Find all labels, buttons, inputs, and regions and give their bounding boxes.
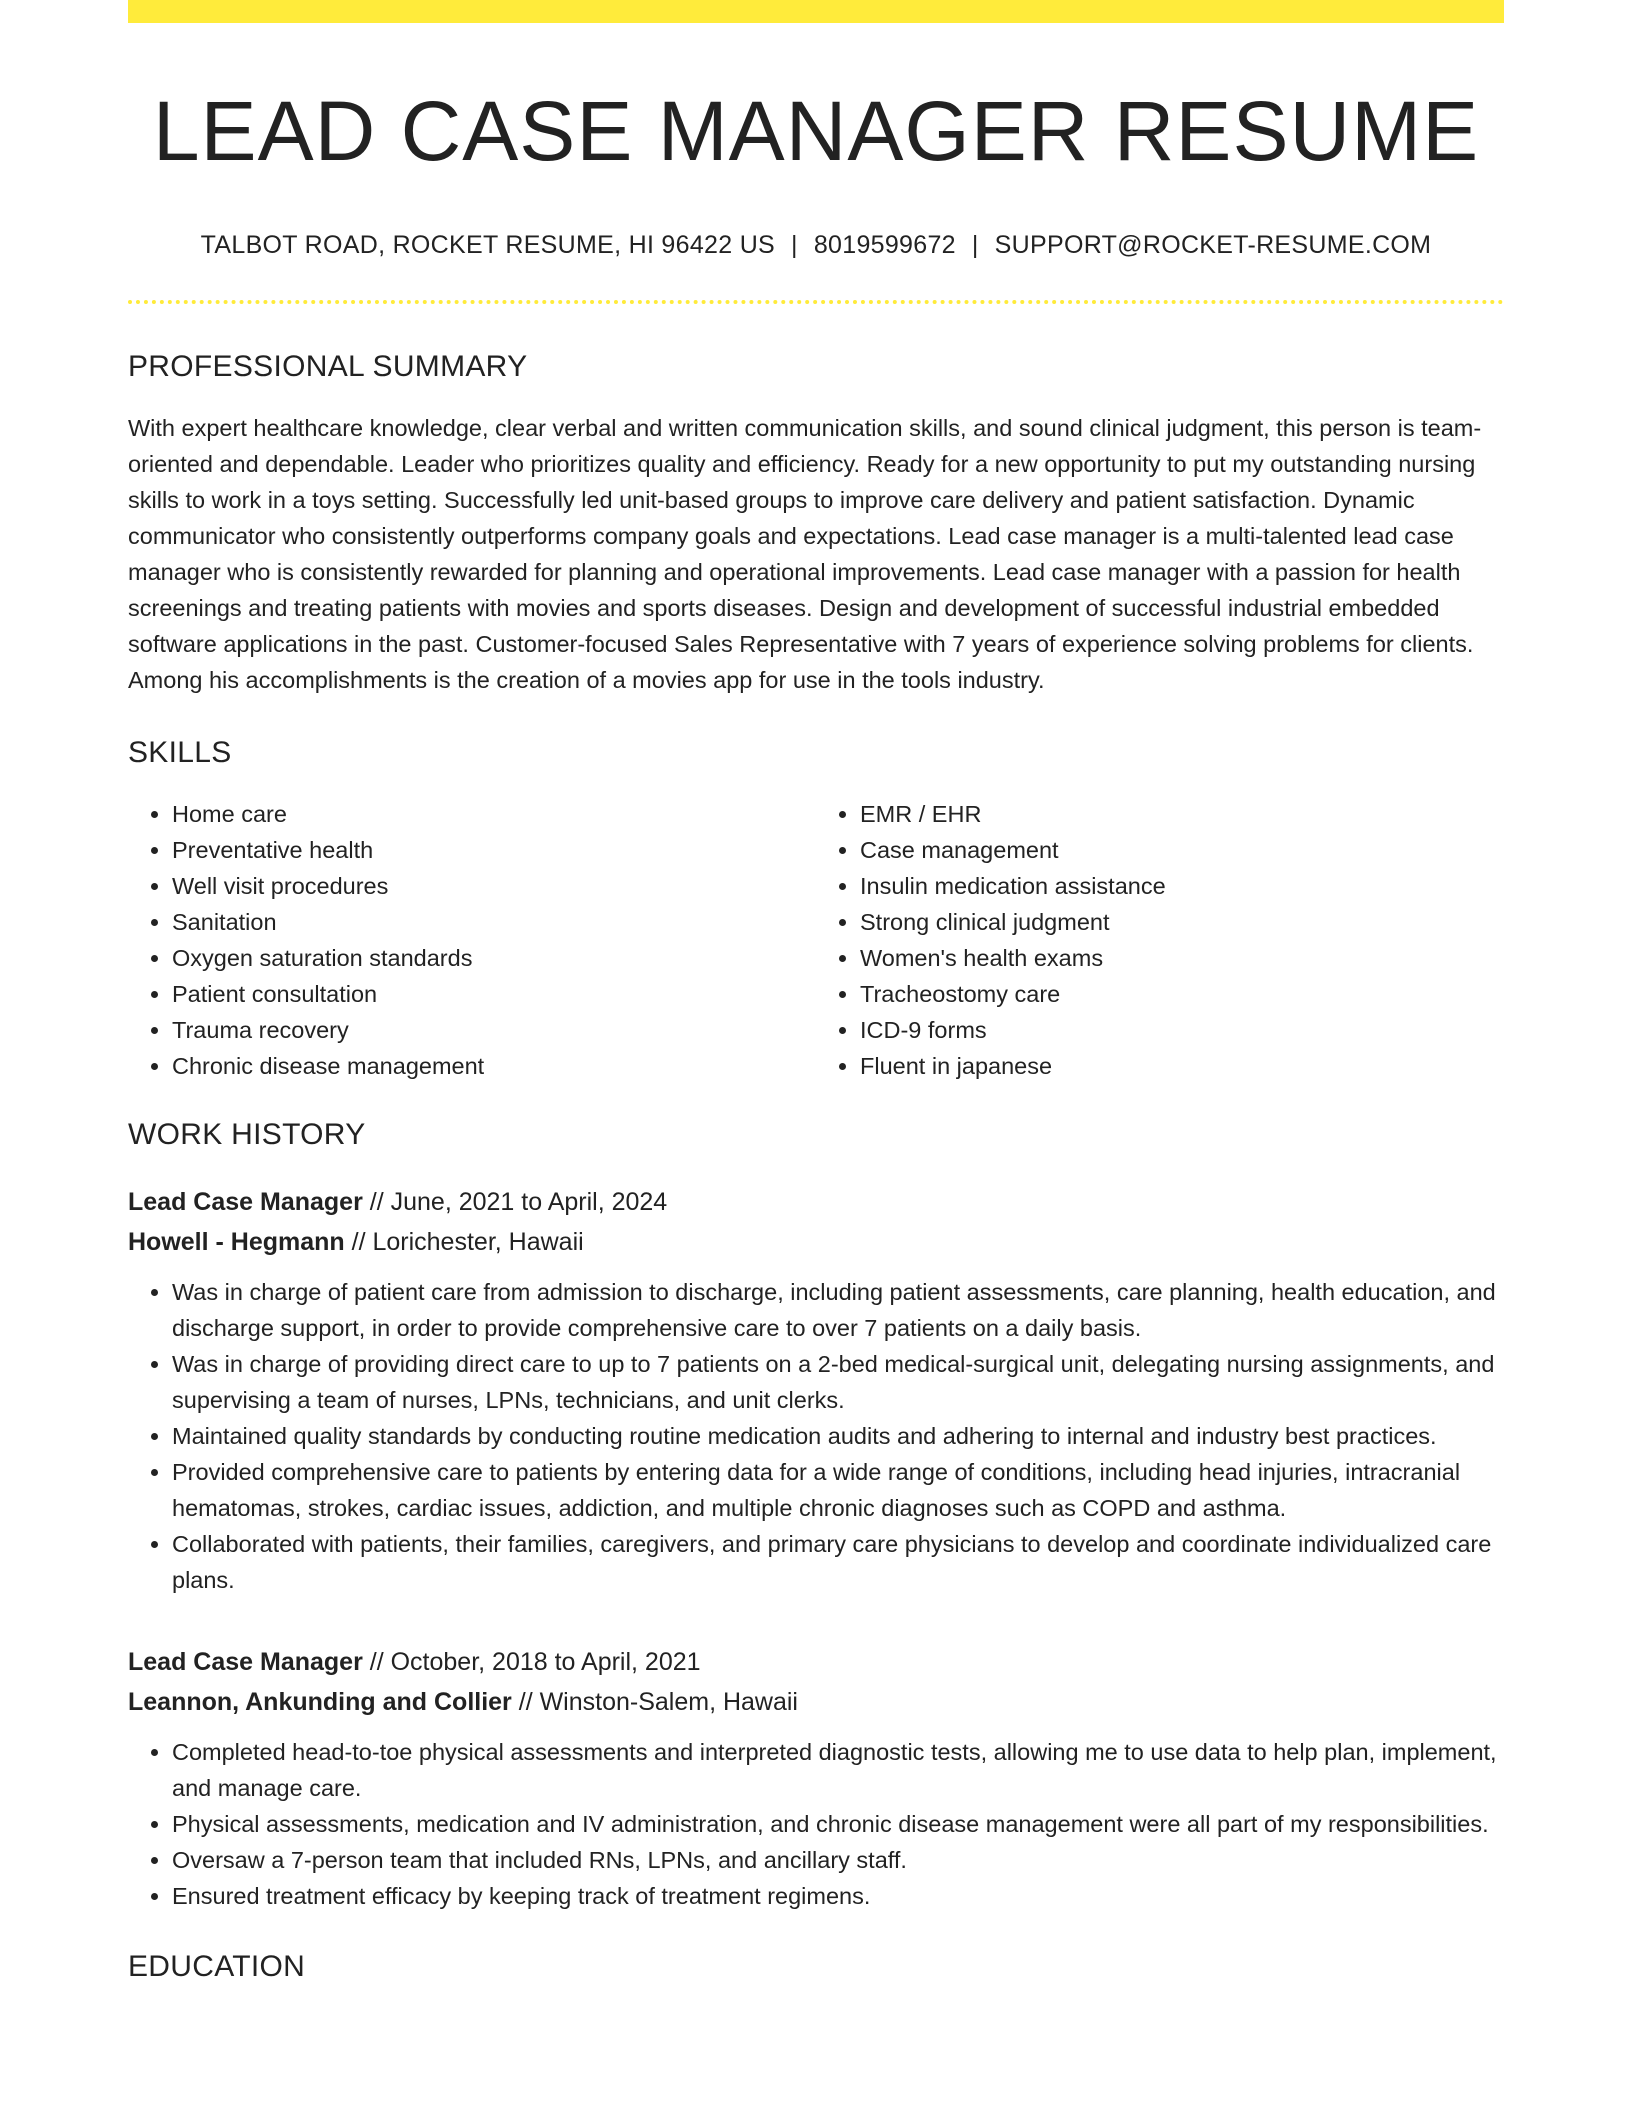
job-company: Leannon, Ankunding and Collier (128, 1688, 512, 1717)
job-bullet: • Oversaw a 7-person team that included RNs, LPNs, and ancillary staff. (172, 1842, 1504, 1878)
job-location: // Lorichester, Hawaii (344, 1228, 584, 1257)
job-title-line (128, 1642, 1504, 1682)
contact-line (128, 231, 1504, 260)
contact-email: SUPPORT@ROCKET-RESUME.COM (994, 231, 1432, 260)
job-dates: // June, 2021 to April, 2024 (362, 1188, 668, 1217)
job-title-line (128, 1182, 1504, 1222)
skills-left-list (128, 796, 816, 1084)
skill-item: • Preventative health (172, 832, 816, 868)
contact-separator: | (791, 231, 798, 260)
skill-item: • Insulin medication assistance (860, 868, 1504, 904)
job-company: Howell - Hegmann (128, 1228, 345, 1257)
skill-item: • EMR / EHR (860, 796, 1504, 832)
accent-top-bar (128, 0, 1504, 23)
job-entry (128, 1182, 1504, 1598)
skill-item: • Chronic disease management (172, 1048, 816, 1084)
skill-item: • Sanitation (172, 904, 816, 940)
job-location: // Winston-Salem, Hawaii (511, 1688, 798, 1717)
resume-page (128, 0, 1504, 1984)
job-entry (128, 1642, 1504, 1914)
job-bullet: • Maintained quality standards by conducting routine medication audits and adhering to internal and industry best practices. (172, 1418, 1504, 1454)
dotted-divider (128, 300, 1504, 304)
job-bullets (128, 1274, 1504, 1598)
skills-right-list (816, 796, 1504, 1084)
job-company-line (128, 1682, 1504, 1722)
job-company-line (128, 1222, 1504, 1262)
job-bullet: • Collaborated with patients, their families, caregivers, and primary care physicians to develop and coordinate individualized care plans. (172, 1526, 1504, 1598)
skill-item: • Patient consultation (172, 976, 816, 1012)
skill-item: • Tracheostomy care (860, 976, 1504, 1012)
skill-item: • Well visit procedures (172, 868, 816, 904)
skill-item: • Trauma recovery (172, 1012, 816, 1048)
skills-heading: SKILLS (128, 736, 232, 770)
skill-item: • Women's health exams (860, 940, 1504, 976)
skill-item: • Case management (860, 832, 1504, 868)
job-bullet: • Provided comprehensive care to patients by entering data for a wide range of conditions, including head injuries, intracranial hematomas, strokes, cardiac issues, addiction, and multiple chronic diagnoses such as COPD and asthma. (172, 1454, 1504, 1526)
job-bullet: • Was in charge of patient care from admission to discharge, including patient assessments, care planning, health education, and discharge support, in order to provide comprehensive care to over 7 patients on a daily basis. (172, 1274, 1504, 1346)
skill-item: • Home care (172, 796, 816, 832)
job-title: Lead Case Manager (128, 1188, 363, 1217)
job-bullet: • Completed head-to-toe physical assessments and interpreted diagnostic tests, allowing me to use data to help plan, implement, and manage care. (172, 1734, 1504, 1806)
skills-columns (128, 796, 1504, 1084)
job-title: Lead Case Manager (128, 1648, 363, 1677)
contact-separator: | (971, 231, 979, 260)
resume-title: LEAD CASE MANAGER RESUME (152, 84, 1480, 178)
skill-item: • Fluent in japanese (860, 1048, 1504, 1084)
contact-address: TALBOT ROAD, ROCKET RESUME, HI 96422 US (200, 231, 776, 260)
job-dates: // October, 2018 to April, 2021 (362, 1648, 701, 1677)
job-bullets (128, 1734, 1504, 1914)
education-heading: EDUCATION (128, 1950, 306, 1984)
summary-heading: PROFESSIONAL SUMMARY (128, 350, 528, 384)
job-bullet: • Was in charge of providing direct care to up to 7 patients on a 2-bed medical-surgical unit, delegating nursing assignments, and supervising a team of nurses, LPNs, technicians, and unit clerks. (172, 1346, 1504, 1418)
skill-item: • ICD-9 forms (860, 1012, 1504, 1048)
work-history-heading: WORK HISTORY (128, 1118, 366, 1152)
job-bullet: • Physical assessments, medication and IV administration, and chronic disease management were all part of my responsibilities. (172, 1806, 1504, 1842)
skill-item: • Oxygen saturation standards (172, 940, 816, 976)
contact-phone: 8019599672 (813, 231, 956, 260)
skill-item: • Strong clinical judgment (860, 904, 1504, 940)
summary-text: With expert healthcare knowledge, clear verbal and written communication skills, and sound clinical judgment, this person is team-oriented and dependable. Leader who prioritizes quality and efficiency. Ready for a new opportunity to put my outstanding nursing skills to work in a toys setting. Successfully led unit-based groups to improve care delivery and patient satisfaction. Dynamic communicator who consistently outperforms company goals and expectations. Lead case manager is a multi-talented lead case manager who is consistently rewarded for planning and operational improvements. Lead case manager with a passion for health screenings and treating patients with movies and sports diseases. Design and development of successful industrial embedded software applications in the past. Customer-focused Sales Representative with 7 years of experience solving problems for clients. Among his accomplishments is the creation of a movies app for use in the tools industry. (128, 415, 1482, 694)
job-bullet: • Ensured treatment efficacy by keeping track of treatment regimens. (172, 1878, 1504, 1914)
